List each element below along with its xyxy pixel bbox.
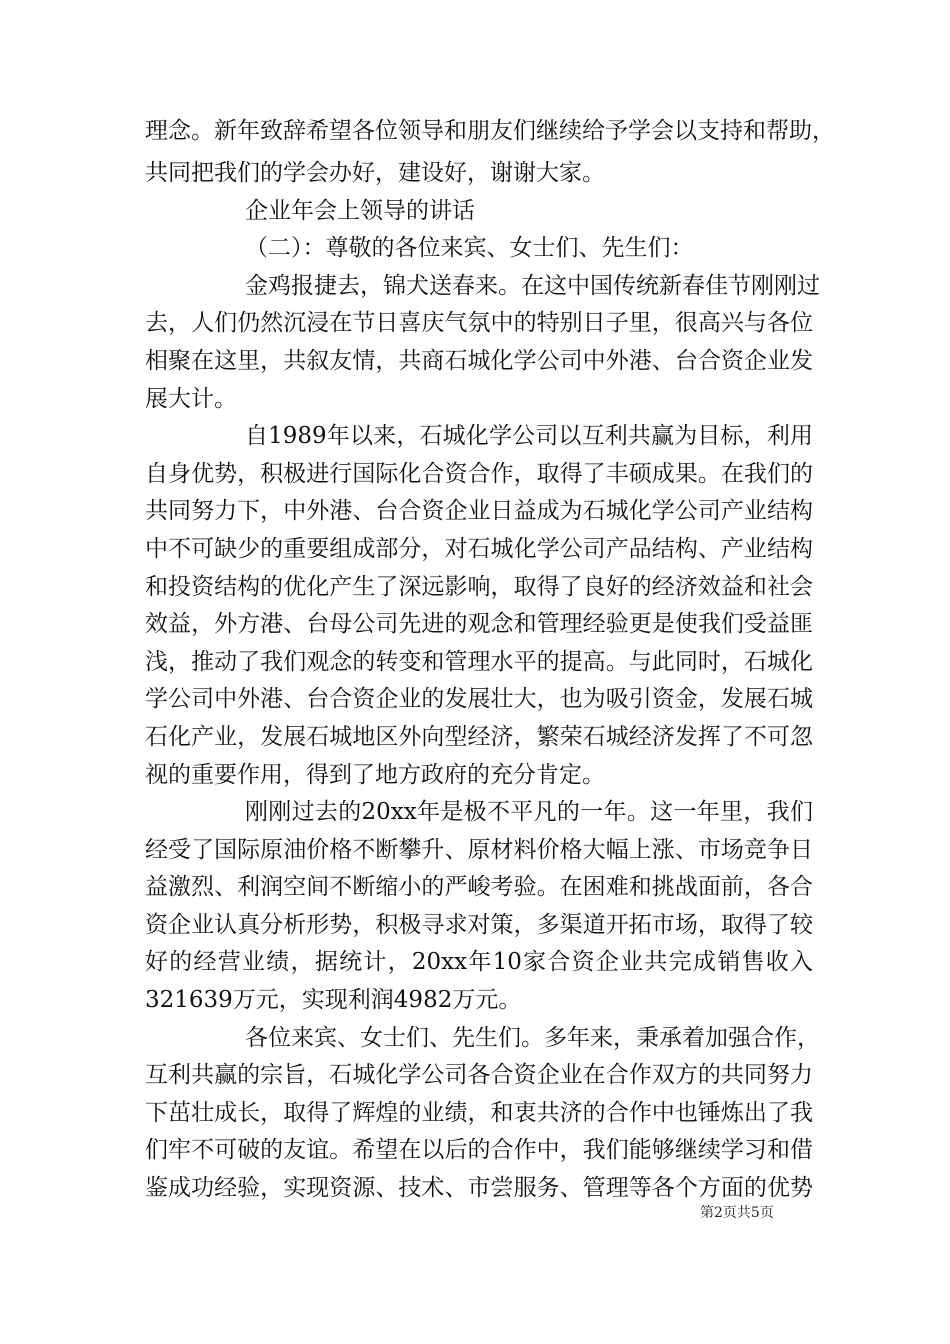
- text-line: 金鸡报捷去，锦犬送春来。在这中国传统新春佳节刚刚过: [245, 272, 820, 299]
- paragraph: [145, 268, 820, 418]
- document-body: [145, 113, 835, 1208]
- text-line: 和投资结构的优化产生了深远影响，取得了良好的经济效益和社会: [145, 573, 813, 600]
- speech-title: [145, 193, 813, 231]
- text-line: 自身优势，积极进行国际化合资合作，取得了丰硕成果。在我们的: [145, 460, 813, 487]
- text-line: 相聚在这里，共叙友情，共商石城化学公司中外港、台合资企业发: [145, 347, 813, 374]
- text-line: （二）：尊敬的各位来宾、女士们、先生们：: [245, 235, 694, 262]
- text-line: 资企业认真分析形势，积极寻求对策，多渠道开拓市场，取得了较: [145, 911, 813, 938]
- text-line: 好的经营业绩，据统计，20xx年10家合资企业共完成销售收入: [145, 949, 813, 976]
- text-line: 共同努力下，中外港、台合资企业日益成为石城化学公司产业结构: [145, 498, 813, 525]
- text-line: 中不可缺少的重要组成部分，对石城化学公司产品结构、产业结构: [145, 535, 813, 562]
- text-line: 们牢不可破的友谊。希望在以后的合作中，我们能够继续学习和借: [145, 1137, 813, 1164]
- salutation: [145, 230, 813, 268]
- text-line: 视的重要作用，得到了地方政府的充分肯定。: [145, 761, 605, 788]
- page-number: 第2页共5页: [700, 1205, 774, 1221]
- text-line: 浅，推动了我们观念的转变和管理水平的提高。与此同时，石城化: [145, 648, 813, 675]
- text-line: 各位来宾、女士们、先生们。多年来，秉承着加强合作，: [245, 1024, 820, 1051]
- paragraph: [145, 113, 835, 193]
- text-line: 展大计。: [145, 385, 237, 412]
- text-line: 石化产业，发展石城地区外向型经济，繁荣石城经济发挥了不可忽: [145, 723, 813, 750]
- text-line: 共同把我们的学会办好，建设好，谢谢大家。: [145, 160, 605, 186]
- paragraph: [145, 418, 813, 794]
- text-line: 互利共赢的宗旨，石城化学公司各合资企业在合作双方的共同努力: [145, 1062, 813, 1089]
- text-line: 学公司中外港、台合资企业的发展壮大，也为吸引资金，发展石城: [145, 686, 813, 713]
- text-line: 理念。新年致辞希望各位领导和朋友们继续给予学会以支持和帮助，: [145, 118, 835, 144]
- text-line: 效益，外方港、台母公司先进的观念和管理经验更是使我们受益匪: [145, 611, 813, 638]
- paragraph: [145, 1020, 820, 1208]
- text-line: 经受了国际原油价格不断攀升、原材料价格大幅上涨、市场竞争日: [145, 836, 813, 863]
- text-line: 自1989年以来，石城化学公司以互利共赢为目标，利用: [245, 423, 813, 450]
- paragraph: [145, 794, 813, 1020]
- text-line: 企业年会上领导的讲话: [245, 197, 475, 224]
- text-line: 下茁壮成长，取得了辉煌的业绩，和衷共济的合作中也锤炼出了我: [145, 1099, 813, 1126]
- text-line: 益激烈、利润空间不断缩小的严峻考验。在困难和挑战面前，各合: [145, 874, 813, 901]
- text-line: 去，人们仍然沉浸在节日喜庆气氛中的特别日子里，很高兴与各位: [145, 310, 813, 337]
- text-line: 鉴成功经验，实现资源、技术、市尝服务、管理等各个方面的优势: [145, 1175, 813, 1202]
- text-line: 刚刚过去的20xx年是极不平凡的一年。这一年里，我们: [245, 799, 813, 826]
- text-line: 321639万元，实现利润4982万元。: [145, 987, 522, 1014]
